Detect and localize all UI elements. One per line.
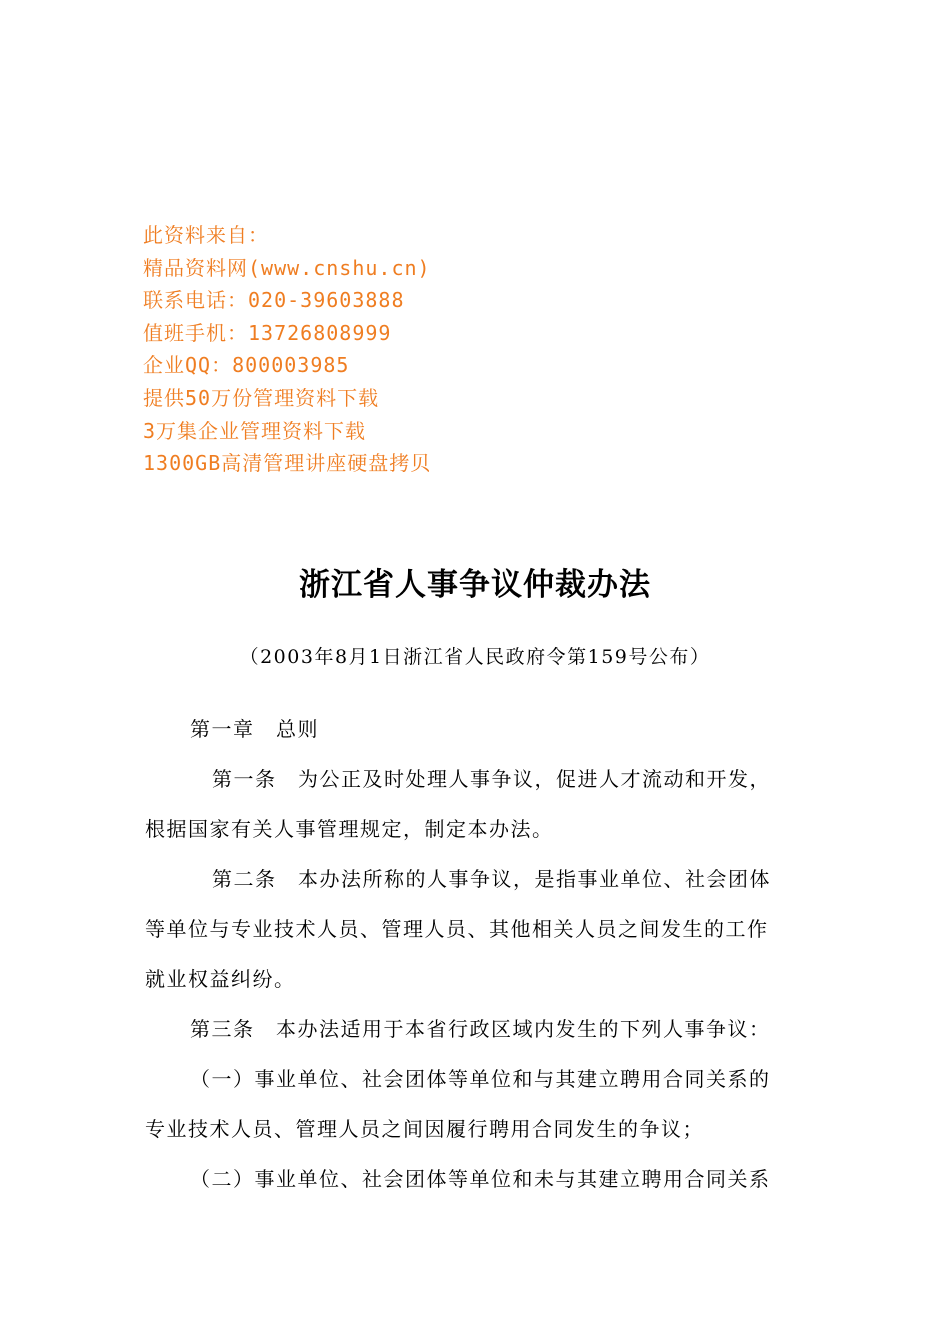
article-3-line-1: 第三条 本办法适用于本省行政区域内发生的下列人事争议： bbox=[190, 1017, 771, 1041]
article-2-line-1: 第二条 本办法所称的人事争议，是指事业单位、社会团体 bbox=[212, 867, 771, 891]
source-phone-line: 联系电话：020-39603888 bbox=[143, 288, 405, 313]
article-1-line-1: 第一条 为公正及时处理人事争议，促进人才流动和开发， bbox=[212, 767, 771, 791]
source-offer-line: 提供50万份管理资料下载 bbox=[143, 385, 380, 410]
source-offer-line: 1300GB高清管理讲座硬盘拷贝 bbox=[143, 451, 432, 476]
article-3-item-1-line-2: 专业技术人员、管理人员之间因履行聘用合同发生的争议； bbox=[145, 1117, 704, 1141]
article-2-line-3: 就业权益纠纷。 bbox=[145, 967, 296, 991]
source-qq-line: 企业QQ：800003985 bbox=[143, 353, 350, 378]
source-mobile-line: 值班手机：13726808999 bbox=[143, 320, 392, 345]
article-3-item-2-line-1: （二）事业单位、社会团体等单位和未与其建立聘用合同关系 bbox=[190, 1167, 771, 1191]
document-title: 浙江省人事争议仲裁办法 bbox=[299, 567, 651, 603]
source-website-line[interactable]: 精品资料网(www.cnshu.cn) bbox=[143, 255, 431, 280]
document-subtitle: （2003年8月1日浙江省人民政府令第159号公布） bbox=[239, 646, 711, 668]
source-offer-line: 3万集企业管理资料下载 bbox=[143, 418, 367, 443]
source-line: 此资料来自： bbox=[143, 223, 269, 247]
source-info-block bbox=[143, 219, 663, 480]
chapter-heading: 第一章 总则 bbox=[190, 717, 319, 741]
article-1-line-2: 根据国家有关人事管理规定，制定本办法。 bbox=[145, 817, 554, 841]
article-3-item-1-line-1: （一）事业单位、社会团体等单位和与其建立聘用合同关系的 bbox=[190, 1067, 771, 1091]
article-2-line-2: 等单位与专业技术人员、管理人员、其他相关人员之间发生的工作 bbox=[145, 917, 769, 941]
